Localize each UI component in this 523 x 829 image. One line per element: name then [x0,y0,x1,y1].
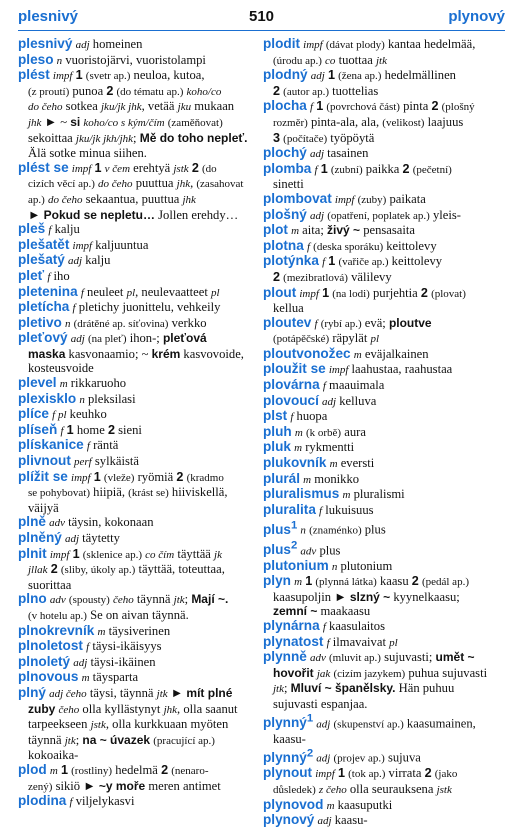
right_lines-line: hovořit jak (cizím jazykem) puhua sujuvasti [273,665,488,680]
left_lines-line: plést se impf 1 v čem erehtyä jstk 2 (do [18,159,217,175]
right_lines-line: plynový adj kaasu- [263,812,368,828]
left_lines-line: täynnä jtk; na ~ úvazek (pracující ap.) [28,732,215,747]
right_lines-line: zemní ~ maakaasu [273,604,371,619]
left_lines-line: plnoletý adj täysi-ikäinen [18,653,156,669]
left_lines-line: jllak 2 (sliby, úkoly ap.) täyttää, toteuttaa, [28,562,225,577]
right_lines-line: plot m aita; živý ~ pensasaita [263,222,415,238]
right_lines-line: pluh m (k orbě) aura [263,423,366,439]
right_lines-line: plus$^2$ adv plus [263,539,341,558]
right_lines-line: plurál m monikko [263,470,360,486]
right_lines-line: 2 (mezibratlová) välilevy [273,269,392,284]
left_lines-line: plést impf 1 (svetr ap.) neuloa, kutoa, [18,67,205,83]
right_lines-line: 3 (počítače) työpöytä [273,130,375,145]
right_lines-line: důsledek) z čeho olla seurauksena jstk [273,782,452,797]
right_lines-line: plynný$^1$ adj (skupenství ap.) kaasumainen, [263,712,476,731]
right_lines-line: kaasupoljin ► slzný ~ kyynelkaasu; [273,589,460,604]
right_lines-line: plus$^1$ n (znaménko) plus [263,519,386,537]
right_lines-line: plotýnka f 1 (vařiče ap.) keittolevy [263,253,443,269]
right_lines-line: (potápěčské) räpylät pl [273,331,380,346]
left_lines-line: jhk ► ~ si koho/co s kým/čím (zaměňovat) [28,114,223,129]
header-left-guide-word: plesnivý [18,8,79,25]
left_lines-line: plešatět impf kaljuuntua [18,236,149,252]
left_lines-line: suorittaa [28,577,72,592]
left_lines-line: plněný adj täytetty [18,530,120,545]
left_lines-line: pleš f kalju [18,221,80,237]
right_lines-line: plynatost f ilmavaivat pl [263,633,398,649]
right_lines-line: plst f huopa [263,408,328,424]
right_lines-line: plocha f 1 (povrchová část) pinta 2 (plošný [263,98,475,114]
left_lines-line: pletícha f pletichy juonittelu, vehkeily [18,299,221,315]
left_lines-line: pletenina f neuleet pl, neulevaatteet pl [18,283,220,299]
right_lines-line: ploutev f (rybí ap.) evä; ploutve [263,314,432,330]
left_lines-line: tarpeekseen jstk, olla kurkkuaan myöten [28,717,229,732]
right_lines-line: plynně adv (mluvit ap.) sujuvasti; umět ~ [263,649,475,665]
right_lines-line: pluralita f lukuisuus [263,501,374,517]
right_lines-line: ploutvonožec m eväjalkainen [263,345,429,361]
right_lines-line: plovoucí adj kelluva [263,392,377,408]
left_lines-line: Älä sotke minua siihen. [28,146,147,161]
left_lines-line: plnokrevník m täysiverinen [18,622,171,638]
right_lines-line: pluralismus m pluralismi [263,486,405,502]
left_lines-line: plesnivý adj homeinen [18,36,143,51]
right_lines-line: rozměr) pinta-ala, ala, (velikost) laajuus [273,114,464,129]
left_lines-line: kosteusvoide [28,361,94,376]
left_lines-line: plnoletost f täysi-ikäisyys [18,638,162,654]
right_lines-line: plynout impf 1 (tok ap.) virrata 2 (jako [263,765,458,781]
right_lines-line: plombovat impf (zuby) paikata [263,190,426,206]
left_lines-line: pleso n vuoristojärvi, vuoristolampi [18,51,206,67]
left_lines-line: plod m 1 (rostliny) hedelmä 2 (nenaro- [18,761,209,777]
left_lines-line: maska kasvonaamio; ~ krém kasvovoide, [28,346,244,361]
left_lines-line: kokoaika- [28,748,79,763]
left_lines-line: plížit se impf 1 (vleže) ryömiä 2 (kradmo [18,468,224,484]
left_lines-line: do čeho sotkea jku/jk jhk, vetää jku mukaan [28,99,235,114]
right_lines-line: plošný adj (opatření, poplatek ap.) yleis- [263,206,461,222]
right_lines-line: plukovník m eversti [263,455,375,471]
header-rule [18,30,505,31]
left_lines-line: pletivo n (drátěné ap. síťovina) verkko [18,314,207,330]
left_lines-line: plivnout perf sylkäistä [18,453,139,469]
left_lines-line: plíce f pl keuhko [18,406,107,422]
right_lines-line: kellua [273,301,304,316]
left_lines-line: pleťový adj (na pleť) ihon-; pleťová [18,330,207,346]
left_lines-line: plešatý adj kalju [18,252,111,268]
right-column [263,37,508,829]
left_lines-line: plískanice f räntä [18,437,119,453]
right_lines-line: plyn m 1 (plynná látka) kaasu 2 (pedál ap.) [263,573,469,589]
left_lines-line: (z proutí) punoa 2 (do tématu ap.) koho/co [28,83,222,98]
left_lines-line: plodina f viljelykasvi [18,793,135,809]
left_lines-line: zený) sikiö ► ~y moře meren antimet [28,778,221,793]
left_lines-line: ap.) do čeho sekaantua, puuttua jhk [28,191,196,206]
right_lines-line: plodit impf (dávat plody) kantaa hedelmää, [263,36,476,51]
left_lines-line: plno adv (spousty) čeho täynnä jtk; Mají ~. [18,591,229,607]
right_lines-line: plodný adj 1 (žena ap.) hedelmällinen [263,67,456,83]
right_lines-line: kaasu- [273,731,306,746]
left_lines-line: pleť f iho [18,267,70,283]
left_lines-line: ► Pokud se nepletu… Jollen erehdy… [28,207,239,222]
left_lines-line: sekoittaa jku/jk jkh/jhk; Mě do toho nepleť. [28,130,248,145]
right_lines-line: plout impf 1 (na lodi) purjehtia 2 (plovat) [263,284,466,300]
left_lines-line: plíseň f 1 home 2 sieni [18,421,142,437]
right_lines-line: plynovod m kaasuputki [263,796,393,812]
left_lines-line: plnit impf 1 (sklenice ap.) co čím täyttää jk [18,545,222,561]
left_lines-line: plně adv täysin, kokonaan [18,514,154,530]
right_lines-line: plomba f 1 (zubní) paikka 2 (pečetní) [263,160,452,176]
right_lines-line: 2 (autor ap.) tuottelias [273,83,379,98]
right_lines-line: plovárna f maauimala [263,377,385,393]
left_lines-line: plnovous m täysparta [18,669,139,685]
right_lines-line: (úrodu ap.) co tuottaa jtk [273,52,387,67]
left_lines-line: (v hotelu ap.) Se on aivan täynnä. [28,607,189,622]
left_lines-line: plexisklo n pleksilasi [18,390,136,406]
header-right-guide-word: plynový [448,8,505,25]
right_lines-line: pluk m rykmentti [263,439,355,455]
right_lines-line: ploužit se impf laahustaa, raahustaa [263,361,453,377]
right_lines-line: plotna f (deska sporáku) keittolevy [263,237,437,253]
right_lines-line: plynný$^2$ adj (projev ap.) sujuva [263,747,421,765]
left_lines-line: plný adj čeho täysi, täynnä jtk ► mít plné [18,684,233,700]
right_lines-line: plochý adj tasainen [263,145,369,161]
right_lines-line: sujuvasti espanjaa. [273,697,368,711]
left-column [18,37,254,810]
right_lines-line: plutonium n plutonium [263,557,393,573]
left_lines-line: väijyä [28,500,59,515]
left_lines-line: zuby čeho olla kyllästynyt jhk, olla saanut [28,701,238,716]
right_lines-line: sinetti [273,177,304,192]
right_lines-line: jtk; Mluví ~ španělsky. Hän puhuu [273,681,455,696]
page-number: 510 [248,8,275,25]
left_lines-line: plevel m rikkaruoho [18,375,127,391]
right_lines-line: plynárna f kaasulaitos [263,618,385,634]
left_lines-line: se pohybovat) hiipiä, (krást se) hiiviskellä, [28,485,228,500]
left_lines-line: cizích věcí ap.) do čeho puuttua jhk, (zasahovat [28,176,244,191]
